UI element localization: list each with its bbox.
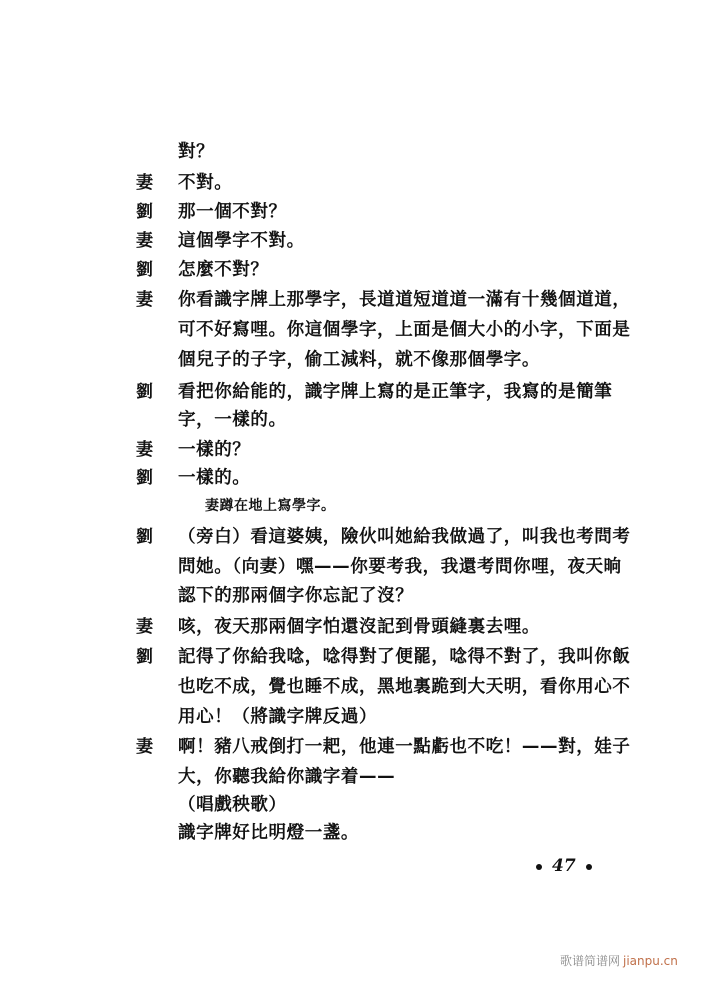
line-text: 問她。（向妻）嘿——你要考我，我還考問你哩，夜天晌 [178,557,622,577]
dialogue-line [0,704,710,730]
line-text: 字，一樣的。 [178,410,287,430]
watermark-cn: 歌谱简谱网 [560,954,621,968]
line-text: 也吃不成，覺也睡不成，黑地裏跪到大天明，看你用心不 [178,677,631,697]
line-text: 一樣的。 [178,468,251,488]
dialogue-line [0,674,710,700]
dialogue-line [0,792,710,818]
page-number [526,856,602,876]
dialogue-line [0,317,710,343]
speaker-label: 劉 [136,647,153,667]
dialogue-line [0,524,710,550]
line-text: 你看識字牌上那學字，長道道短道道一滿有十幾個道道， [178,290,631,310]
dialogue-line [0,379,710,405]
dot-ornament [586,864,592,870]
dialogue-line [0,583,710,609]
stage-direction [0,493,710,519]
line-text: 個兒子的子字，偷工減料，就不像那個學字。 [178,350,540,370]
line-text: 對？ [178,142,215,162]
line-text: 咳，夜天那兩個字怕還沒記到骨頭縫裏去哩。 [178,617,540,637]
line-text: 可不好寫哩。你這個學字，上面是個大小的小字，下面是 [178,320,631,340]
dialogue-line [0,820,710,846]
speaker-label: 妻 [136,440,153,460]
dialogue-line [0,347,710,373]
speaker-label: 妻 [136,173,153,193]
dialogue-line [0,407,710,433]
speaker-label: 劉 [136,260,153,280]
dialogue-line [0,139,710,165]
line-text: 那一個不對？ [178,202,287,222]
dialogue-line [0,257,710,283]
line-text: 怎麼不對？ [178,260,269,280]
watermark-url: jianpu.cn [623,954,678,968]
speaker-label: 劉 [136,468,153,488]
dialogue-line [0,614,710,640]
line-text: 不對。 [178,173,233,193]
line-text: 妻蹲在地上寫學字。 [205,498,336,514]
line-text: 認下的那兩個字你忘記了沒？ [178,586,414,606]
line-text: 記得了你給我唸，唸得對了便罷，唸得不對了，我叫你飯 [178,647,631,667]
speaker-label: 劉 [136,527,153,547]
dialogue-line [0,228,710,254]
line-text: 一樣的？ [178,440,251,460]
line-text: 這個學字不對。 [178,231,305,251]
dialogue-line [0,644,710,670]
line-text: （旁白）看這婆姨，險伙叫她給我做過了，叫我也考問考 [178,527,631,547]
line-text: 大，你聽我給你識字着—— [178,767,396,787]
speaker-label: 妻 [136,290,153,310]
watermark [560,952,678,969]
line-text: （唱戲秧歌） [178,795,287,815]
dialogue-line [0,170,710,196]
dialogue-line [0,437,710,463]
line-text: 看把你給能的，識字牌上寫的是正筆字，我寫的是簡筆 [178,382,613,402]
dialogue-line [0,764,710,790]
page-number-text: 47 [552,856,576,876]
dialogue-line [0,734,710,760]
dialogue-line [0,199,710,225]
dialogue-line [0,287,710,313]
speaker-label: 妻 [136,617,153,637]
line-text: 啊！豬八戒倒打一耙，他連一點虧也不吃！——對，娃子 [178,737,631,757]
dialogue-line [0,465,710,491]
dialogue-line [0,554,710,580]
speaker-label: 劉 [136,382,153,402]
speaker-label: 妻 [136,231,153,251]
speaker-label: 妻 [136,737,153,757]
speaker-label: 劉 [136,202,153,222]
line-text: 識字牌好比明燈一盞。 [178,823,359,843]
dot-ornament [536,864,542,870]
line-text: 用心！（將識字牌反過） [178,707,378,727]
